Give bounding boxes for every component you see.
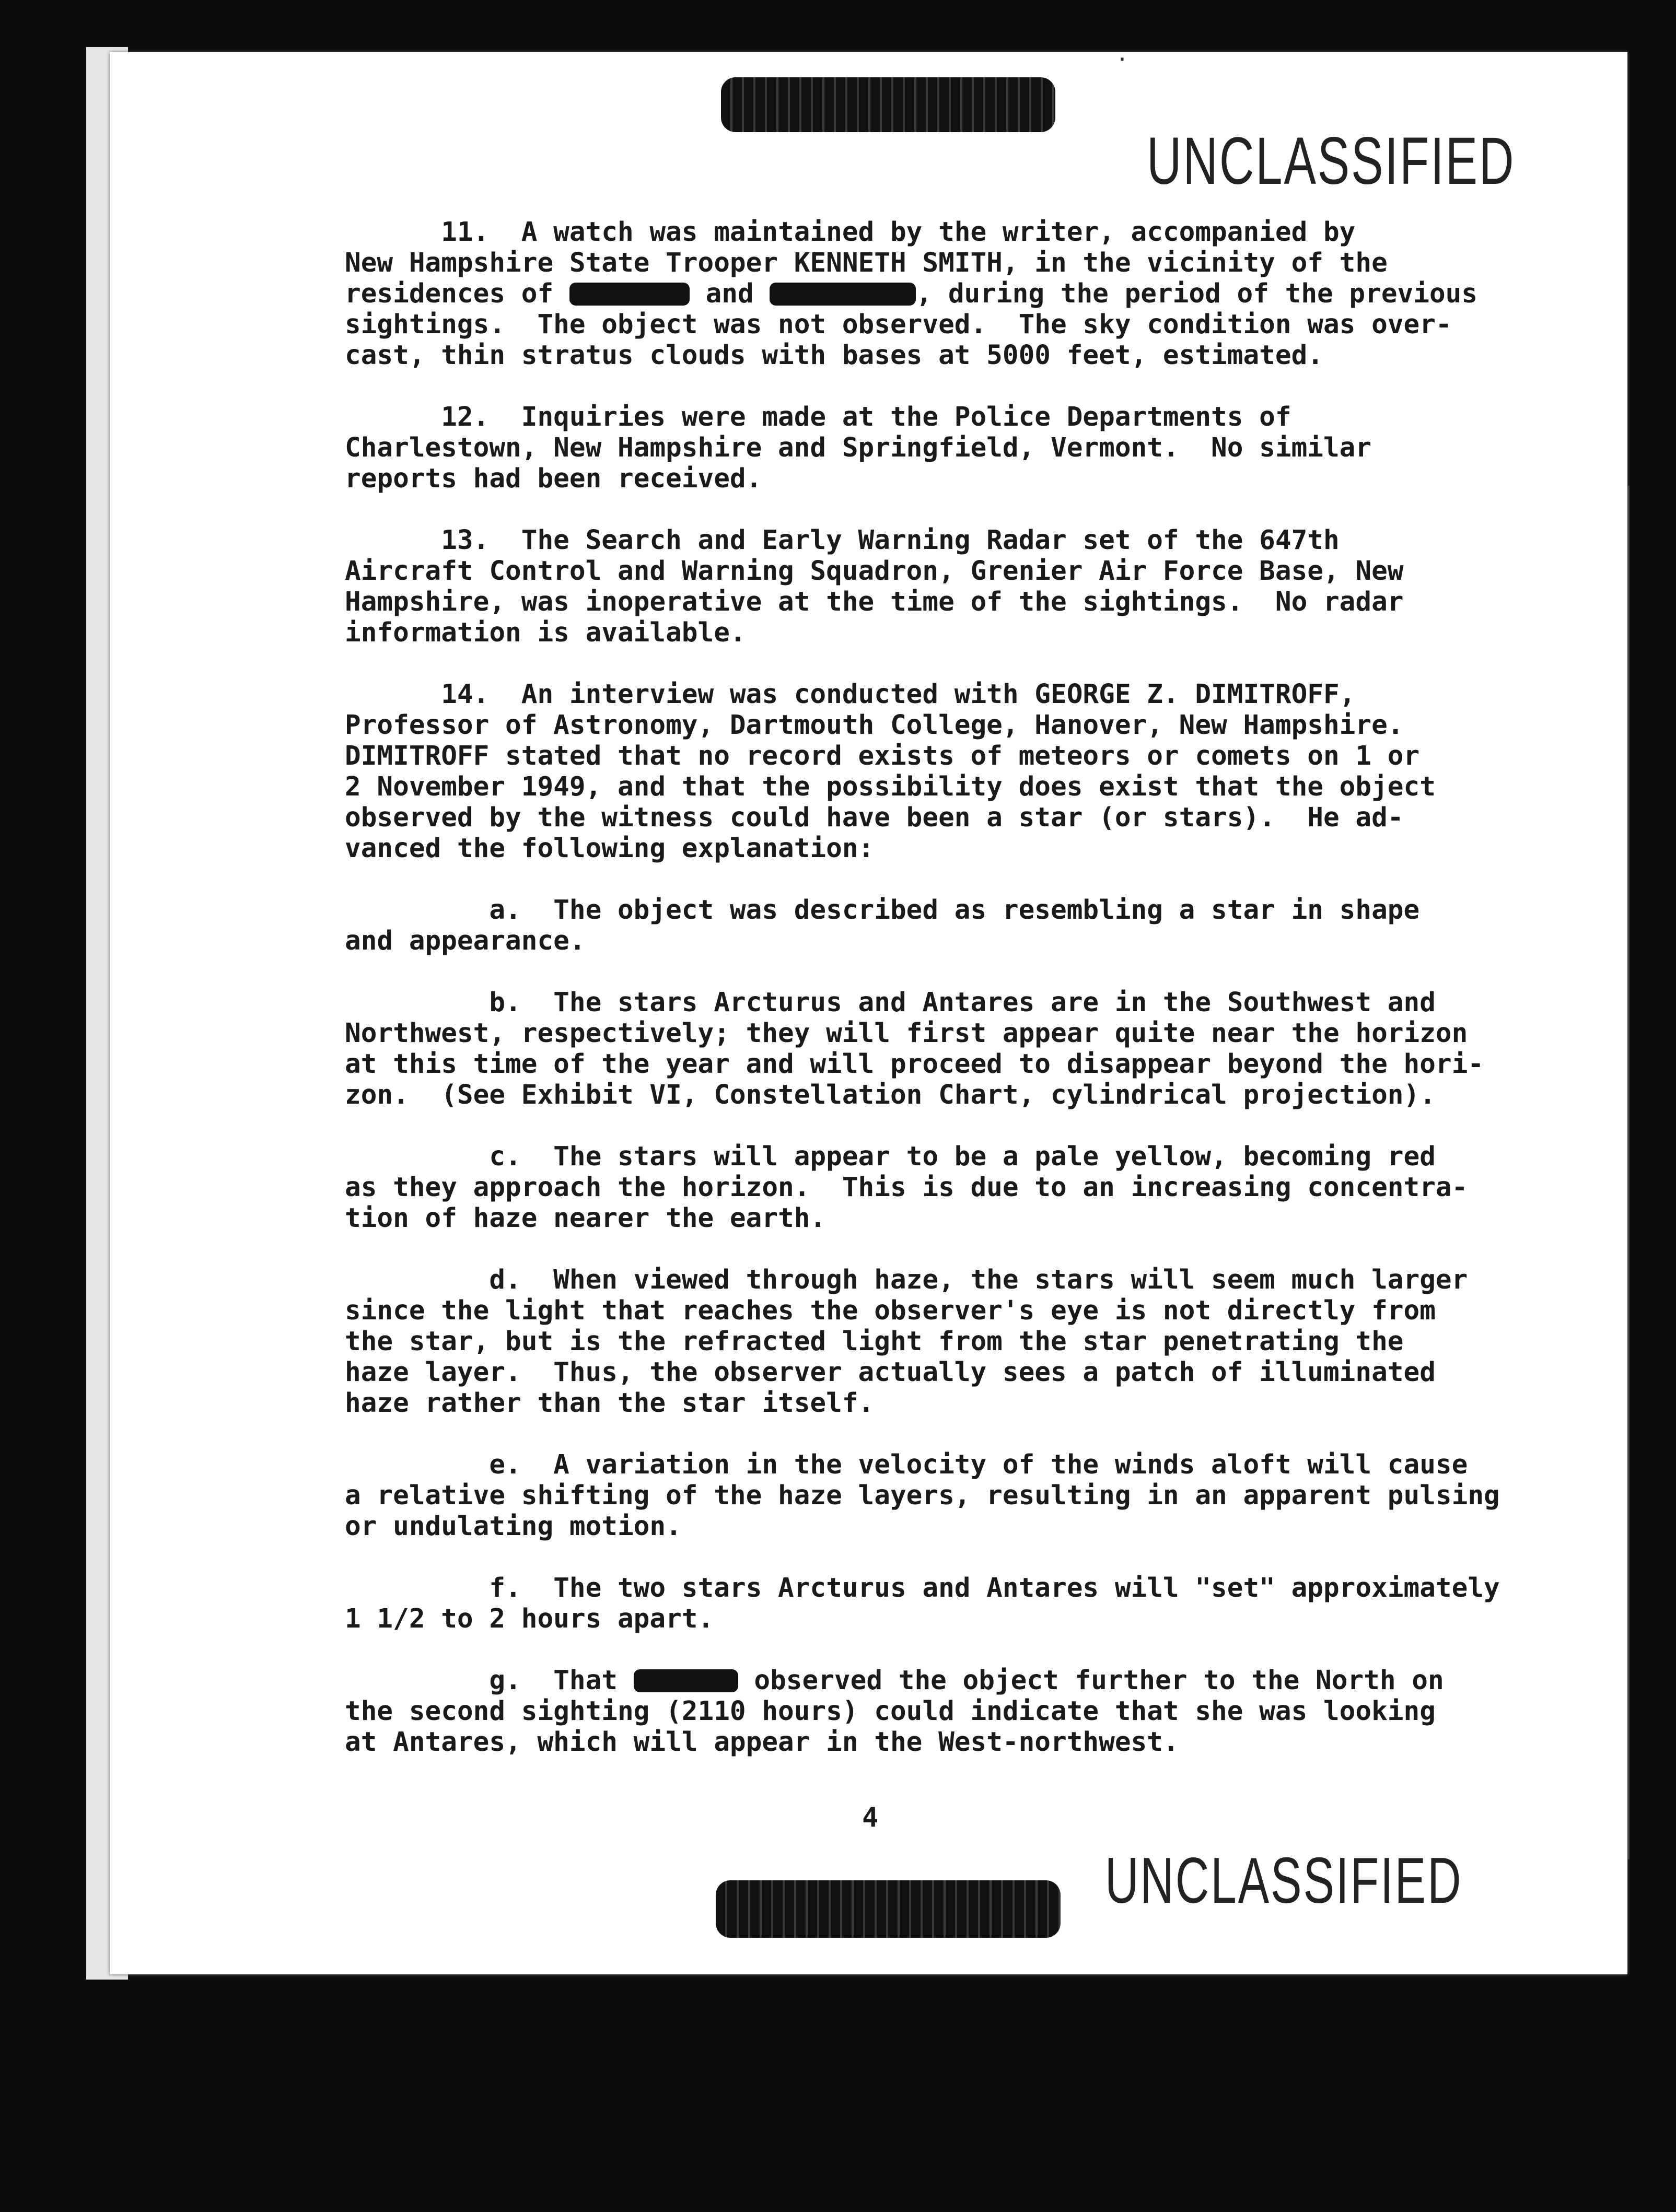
paragraph bbox=[345, 987, 1505, 1110]
paragraph bbox=[345, 1265, 1505, 1419]
document-body bbox=[345, 217, 1505, 1788]
text-line: 11. A watch was maintained by the writer, accompanied by bbox=[345, 217, 1356, 248]
paragraph bbox=[345, 1141, 1505, 1234]
text-line: 12. Inquiries were made at the Police Departments of bbox=[345, 402, 1291, 432]
classification-stamp-bottom: UNCLASSIFIED bbox=[1105, 1845, 1463, 1917]
text-line: haze layer. Thus, the observer actually sees a patch of illuminated bbox=[345, 1357, 1436, 1388]
text-line: Hampshire, was inoperative at the time of the sightings. No radar bbox=[345, 587, 1404, 617]
text-line: c. The stars will appear to be a pale yellow, becoming red bbox=[345, 1141, 1436, 1172]
text-line: Aircraft Control and Warning Squadron, Grenier Air Force Base, New bbox=[345, 556, 1404, 587]
text-line: vanced the following explanation: bbox=[345, 833, 875, 864]
text-line: at Antares, which will appear in the West-northwest. bbox=[345, 1727, 1179, 1758]
text-line: Professor of Astronomy, Dartmouth College, Hanover, New Hampshire. bbox=[345, 710, 1404, 741]
classification-stamp-top: UNCLASSIFIED bbox=[1147, 124, 1516, 198]
text-line: 2 November 1949, and that the possibility does exist that the object bbox=[345, 771, 1436, 802]
margin-mark: · bbox=[1118, 44, 1126, 75]
text-line: haze rather than the star itself. bbox=[345, 1388, 875, 1419]
paragraph bbox=[345, 525, 1505, 648]
text-line: and appearance. bbox=[345, 926, 586, 956]
paragraph bbox=[345, 1665, 1505, 1758]
text-line: or undulating motion. bbox=[345, 1511, 682, 1542]
text-line: since the light that reaches the observer's eye is not directly from bbox=[345, 1295, 1436, 1326]
inline-redaction bbox=[569, 283, 690, 306]
text-line: 1 1/2 to 2 hours apart. bbox=[345, 1604, 714, 1634]
text-line: residences of and , during the period of the previous bbox=[345, 278, 1478, 309]
text-line: 13. The Search and Early Warning Radar set of the 647th bbox=[345, 525, 1340, 556]
text-line: f. The two stars Arcturus and Antares will "set" approximately bbox=[345, 1573, 1500, 1604]
paragraph bbox=[345, 895, 1505, 956]
text-line: Charlestown, New Hampshire and Springfield, Vermont. No similar bbox=[345, 432, 1372, 463]
text-line: at this time of the year and will proceed to disappear beyond the hori- bbox=[345, 1049, 1484, 1080]
text-line: Northwest, respectively; they will first appear quite near the horizon bbox=[345, 1018, 1468, 1049]
text-line: a relative shifting of the haze layers, resulting in an apparent pulsing bbox=[345, 1480, 1500, 1511]
text-line: tion of haze nearer the earth. bbox=[345, 1203, 827, 1234]
text-line: New Hampshire State Trooper KENNETH SMITH, in the vicinity of the bbox=[345, 248, 1388, 278]
paragraph bbox=[345, 402, 1505, 494]
text-line: 14. An interview was conducted with GEORGE Z. DIMITROFF, bbox=[345, 679, 1356, 710]
text-line: reports had been received. bbox=[345, 463, 762, 494]
text-line: the star, but is the refracted light from the star penetrating the bbox=[345, 1326, 1404, 1357]
text-line: a. The object was described as resembling a star in shape bbox=[345, 895, 1420, 926]
text-line: b. The stars Arcturus and Antares are in the Southwest and bbox=[345, 987, 1436, 1018]
text-line: DIMITROFF stated that no record exists of meteors or comets on 1 or bbox=[345, 741, 1420, 771]
footer-redaction bbox=[716, 1880, 1061, 1938]
text-line: cast, thin stratus clouds with bases at 5000 feet, estimated. bbox=[345, 340, 1323, 371]
paragraph bbox=[345, 679, 1505, 864]
text-line: observed by the witness could have been a star (or stars). He ad- bbox=[345, 802, 1404, 833]
text-line: as they approach the horizon. This is due to an increasing concentra- bbox=[345, 1172, 1468, 1203]
paragraph bbox=[345, 217, 1505, 371]
header-redaction bbox=[721, 77, 1055, 132]
margin-rule bbox=[1627, 486, 1630, 1859]
text-line: g. That observed the object further to the North on bbox=[345, 1665, 1444, 1696]
text-line: e. A variation in the velocity of the winds aloft will cause bbox=[345, 1449, 1468, 1480]
paragraph bbox=[345, 1449, 1505, 1542]
page-number: 4 bbox=[862, 1802, 879, 1833]
paragraph bbox=[345, 1573, 1505, 1634]
inline-redaction bbox=[770, 283, 916, 306]
text-line: information is available. bbox=[345, 617, 746, 648]
text-line: the second sighting (2110 hours) could indicate that she was looking bbox=[345, 1696, 1436, 1727]
text-line: zon. (See Exhibit VI, Constellation Chart, cylindrical projection). bbox=[345, 1080, 1436, 1110]
text-line: d. When viewed through haze, the stars will seem much larger bbox=[345, 1265, 1468, 1295]
text-line: sightings. The object was not observed. The sky condition was over- bbox=[345, 309, 1452, 340]
inline-redaction bbox=[634, 1669, 738, 1692]
